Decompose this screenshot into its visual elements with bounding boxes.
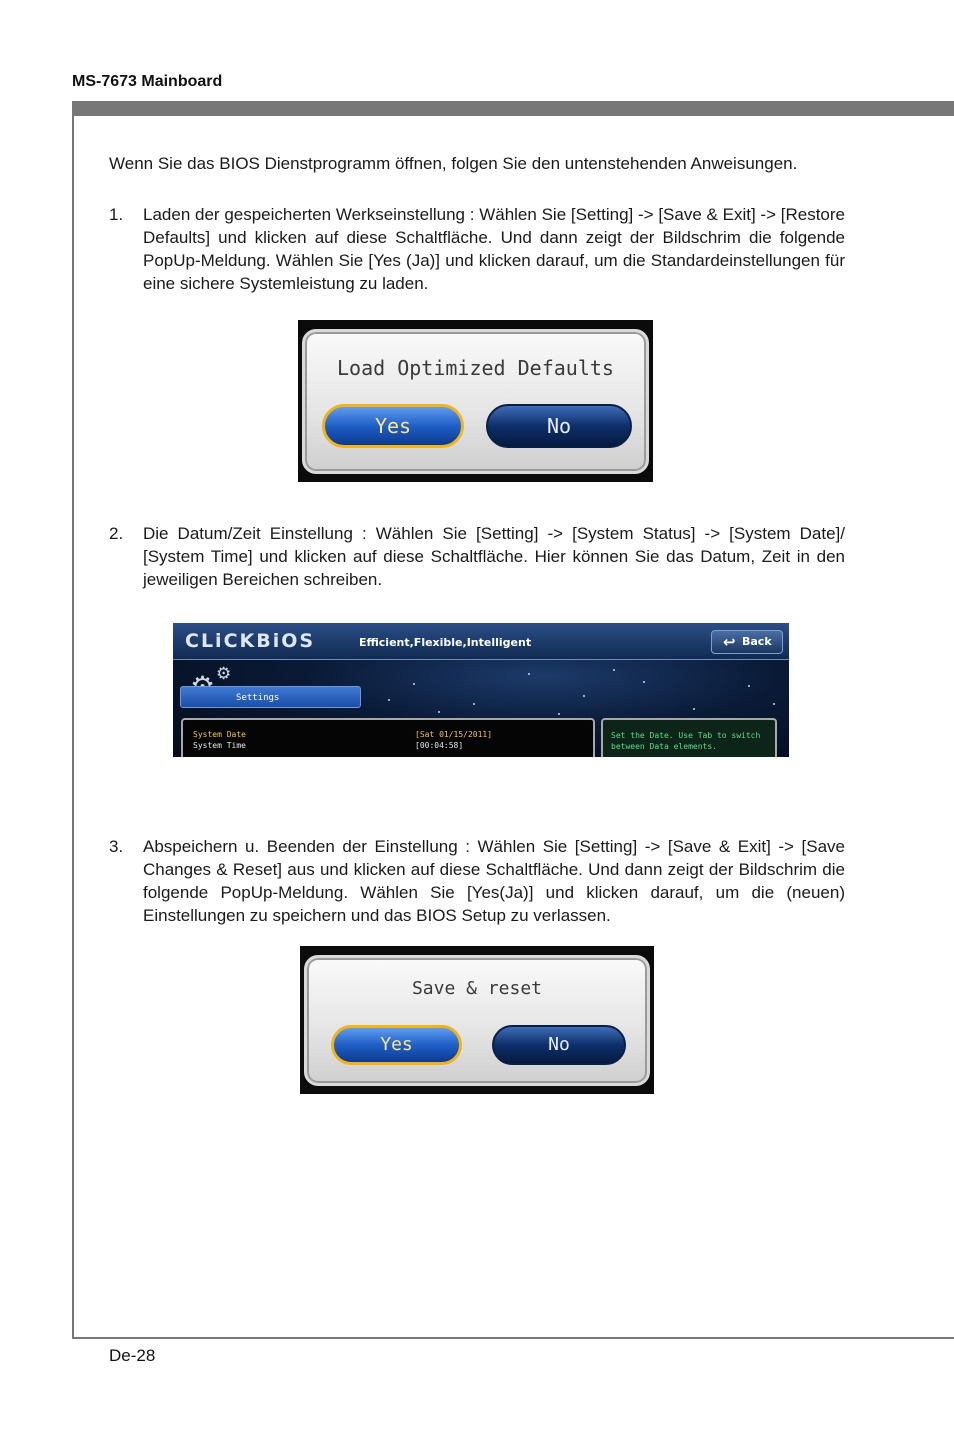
list-text: Die Datum/Zeit Einstellung : Wählen Sie [Setting] -> [System Status] -> [System Date]/ [System Time] und klicken auf diese Schaltfläche. Hier können Sie das Datum, Zeit in den jeweiligen Bereichen schreiben. — [143, 524, 845, 589]
list-number: 2. — [109, 524, 124, 543]
list-text: Laden der gespeicherten Werkseinstellung : Wählen Sie [Setting] -> [Save & Exit] -> [Restore Defaults] und klicken auf diese Schaltfläche. Und dann zeigt der Bildschrim die folgende PopUp-Meldung. Wählen Sie [Yes (Ja)] und klicken darauf, um die Standardeinstellungen für eine sichere Systemleistung zu laden. — [143, 205, 845, 293]
popup-frame — [304, 955, 650, 1086]
load-defaults-popup — [298, 320, 653, 482]
system-date-label: System Date — [193, 730, 246, 739]
system-time-row[interactable] — [193, 741, 464, 750]
system-time-value[interactable]: [00:04:58] — [415, 741, 464, 750]
list-item-1 — [109, 203, 845, 295]
left-rule — [72, 101, 74, 1339]
list-item-3 — [109, 835, 845, 927]
clickbios-screenshot — [173, 623, 789, 757]
settings-tab[interactable] — [180, 686, 361, 708]
intro-paragraph: Wenn Sie das BIOS Dienstprogramm öffnen, folgen Sie den untenstehenden Anweisungen. — [109, 154, 798, 173]
small-gear-icon: ⚙ — [216, 664, 232, 683]
clickbios-logo: CLiCKBiOS — [185, 630, 316, 652]
yes-button[interactable]: Yes — [322, 404, 464, 448]
help-text: Set the Date. Use Tab to switch between Data elements. — [611, 731, 761, 751]
settings-panel — [181, 718, 595, 757]
system-date-row[interactable] — [193, 730, 493, 739]
page-number: De-28 — [109, 1346, 156, 1365]
popup-title: Load Optimized Defaults — [337, 356, 614, 380]
no-button[interactable]: No — [486, 404, 632, 448]
no-button[interactable]: No — [492, 1025, 626, 1065]
bios-top-bar — [173, 623, 789, 660]
bios-tagline: Efficient,Flexible,Intelligent — [359, 636, 532, 649]
popup-title: Save & reset — [411, 978, 543, 999]
list-item-2 — [109, 522, 845, 591]
bottom-rule — [72, 1337, 954, 1339]
system-time-label: System Time — [193, 741, 246, 750]
popup-frame — [302, 329, 649, 474]
save-reset-popup — [300, 946, 654, 1094]
yes-button[interactable]: Yes — [331, 1025, 462, 1065]
back-button[interactable] — [711, 630, 783, 654]
system-date-value[interactable]: [Sat 01/15/2011] — [415, 730, 493, 739]
back-label: Back — [742, 635, 772, 648]
header-title: MS-7673 Mainboard — [72, 73, 223, 90]
list-text: Abspeichern u. Beenden der Einstellung : Wählen Sie [Setting] -> [Save & Exit] -> [Save Changes & Reset] aus und klicken auf diese Schaltfläche. Und dann zeigt der Bildschrim die folgende PopUp-Meldung. Wählen Sie [Yes(Ja)] und klicken darauf, um die (neuen) Einstellungen zu speichern und das BIOS Setup zu verlassen. — [143, 837, 845, 925]
list-number: 3. — [109, 837, 124, 856]
settings-tab-label: Settings — [236, 693, 280, 703]
list-number: 1. — [109, 205, 124, 224]
back-arrow-icon: ↩ — [723, 633, 736, 651]
header-bar — [72, 101, 954, 116]
help-panel — [601, 718, 777, 757]
